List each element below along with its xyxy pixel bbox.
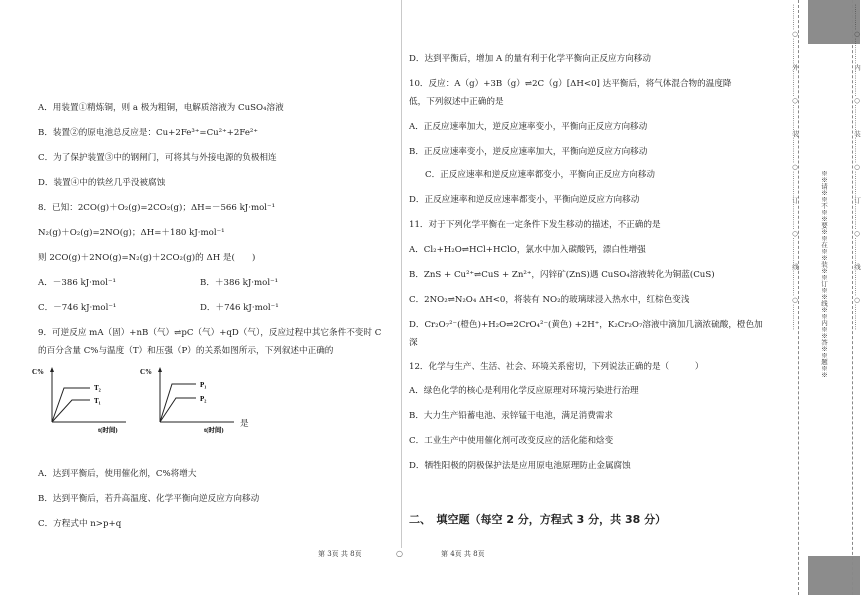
q9-option-a: A．达到平衡后，使用催化剂，C%将增大 <box>38 469 197 479</box>
graph2-curve-p2 <box>160 398 196 422</box>
q11-option-d-line1: D．Cr₂O₇²⁻(橙色)+H₂O⇌2CrO₄²⁻(黄色) +2H⁺，K₂Cr₂O₇溶液中滴加几滴浓硫酸，橙色加 <box>409 320 763 330</box>
q8-stem-line3: 则 2CO(g)＋2NO(g)=N₂(g)＋2CO₂(g)的 ΔH 是( ) <box>38 253 256 263</box>
page-number-left: 第 3页 共 8页 <box>318 550 362 558</box>
graph-pressure <box>138 362 238 436</box>
q10-stem-line1: 10．反应：A（g）+3B（g）⇌2C（g）[ΔH<0] 达平衡后，将气体混合物的温度降 <box>409 79 732 89</box>
q12-option-c: C．工业生产中使用催化剂可改变反应的活化能和焓变 <box>409 436 614 446</box>
q11-option-d-line2: 深 <box>409 338 418 348</box>
center-mark: ○ <box>396 549 403 558</box>
q12-stem: 12．化学与生产、生活、社会、环境关系密切，下列说法正确的是（ ） <box>409 362 704 372</box>
graph2-curve-p1 <box>160 384 196 422</box>
right-page <box>405 0 790 595</box>
seal-line-label-inner: …………○…………内…………○…………装…………○…………订…………○…………线…………○………… <box>853 4 861 330</box>
graph-suffix: 是 <box>240 419 249 429</box>
graph-temperature <box>30 362 130 436</box>
q12-option-d: D．牺牲阳极的阴极保护法是应用原电池原理防止金属腐蚀 <box>409 461 631 471</box>
q9-option-c: C．方程式中 n>p+q <box>38 519 122 529</box>
q8-stem-line2: N₂(g)＋O₂(g)=2NO(g)；ΔH=＋180 kJ·mol⁻¹ <box>38 228 225 238</box>
q8-option-c: C．－746 kJ·mol⁻¹ <box>38 303 117 313</box>
q7-option-b: B．装置②的原电池总反应是：Cu+2Fe³⁺=Cu²⁺+2Fe²⁺ <box>38 128 258 138</box>
q7-option-a: A．用装置①精炼铜，则 a 极为粗铜，电解质溶液为 CuSO₄溶液 <box>38 103 284 113</box>
q9-option-d: D．达到平衡后，增加 A 的量有利于化学平衡向正反应方向移动 <box>409 54 651 64</box>
left-page <box>0 0 400 595</box>
page-number-right: 第 4页 共 8页 <box>441 550 485 558</box>
q11-option-a: A．Cl₂+H₂O⇌HCl+HClO，氯水中加入碳酸钙，漂白性增强 <box>409 245 646 255</box>
graph1-xlabel: t(时间) <box>98 427 118 434</box>
section-2-heading: 二、 填空题（每空 2 分，方程式 3 分，共 38 分） <box>409 513 667 526</box>
q8-option-d: D．＋746 kJ·mol⁻¹ <box>200 303 279 313</box>
no-answer-warning: ※※请※※不※※要※※在※※装※※订※※线※※内※※答※※题※※ <box>820 170 828 378</box>
q8-stem-line1: 8．已知：2CO(g)＋O₂(g)=2CO₂(g)；ΔH=－566 kJ·mol⁻¹ <box>38 203 276 213</box>
q7-option-d: D．装置④中的铁丝几乎没被腐蚀 <box>38 178 166 188</box>
q7-option-c: C．为了保护装置③中的钢闸门，可将其与外接电源的负极相连 <box>38 153 277 163</box>
graph1-ylabel: C% <box>32 368 45 376</box>
q12-option-a: A．绿色化学的核心是利用化学反应原理对环境污染进行治理 <box>409 386 639 396</box>
q9-option-b: B．达到平衡后，若升高温度、化学平衡向逆反应方向移动 <box>38 494 260 504</box>
q10-option-d: D．正反应速率和逆反应速率都变小，平衡向逆反应方向移动 <box>409 195 640 205</box>
graph2-label-p2: P₂ <box>200 395 207 403</box>
graph2-ylabel: C% <box>140 368 153 376</box>
graph1-label-t1: T₁ <box>94 397 101 405</box>
graph2-xlabel: t(时间) <box>204 427 224 434</box>
graph1-curve-t2 <box>52 388 90 422</box>
q9-stem-line1: 9．可逆反应 mA（固）+nB（气）⇌pC（气）+qD（气），反应过程中其它条件不变时 C <box>38 328 382 338</box>
graph2-label-p1: P₁ <box>200 381 207 389</box>
q10-stem-line2: 低，下列叙述中正确的是 <box>409 97 504 107</box>
q10-option-c: C．正反应速率和逆反应速率都变小，平衡向正反应方向移动 <box>425 170 656 180</box>
q8-option-b: B．＋386 kJ·mol⁻¹ <box>200 278 279 288</box>
q10-option-a: A．正反应速率加大，逆反应速率变小，平衡向正反应方向移动 <box>409 122 648 132</box>
graph1-label-t2: T₂ <box>94 384 101 392</box>
seal-line-label-outer: …………○…………外…………○…………装…………○…………订…………○…………线…………○………… <box>791 4 799 330</box>
binding-strip <box>790 0 860 595</box>
q8-option-a: A．－386 kJ·mol⁻¹ <box>38 278 116 288</box>
q9-stem-line2: 的百分含量 C%与温度（T）和压强（P）的关系如图所示，下列叙述中正确的 <box>38 346 334 356</box>
q11-option-c: C．2NO₂⇌N₂O₄ ΔH<0，将装有 NO₂的玻璃球浸入热水中，红棕色变浅 <box>409 295 690 305</box>
q11-stem: 11．对于下列化学平衡在一定条件下发生移动的描述，不正确的是 <box>409 220 661 230</box>
q10-option-b: B．正反应速率变小，逆反应速率加大，平衡向逆反应方向移动 <box>409 147 648 157</box>
graph1-curve-t1 <box>52 400 90 422</box>
q12-option-b: B．大力生产铅蓄电池、汞锌锰干电池，满足消费需求 <box>409 411 613 421</box>
q11-option-b: B．ZnS + Cu²⁺⇌CuS + Zn²⁺，闪锌矿(ZnS)遇 CuSO₄溶液转化为铜蓝(CuS) <box>409 270 715 280</box>
page-divider <box>401 0 402 548</box>
